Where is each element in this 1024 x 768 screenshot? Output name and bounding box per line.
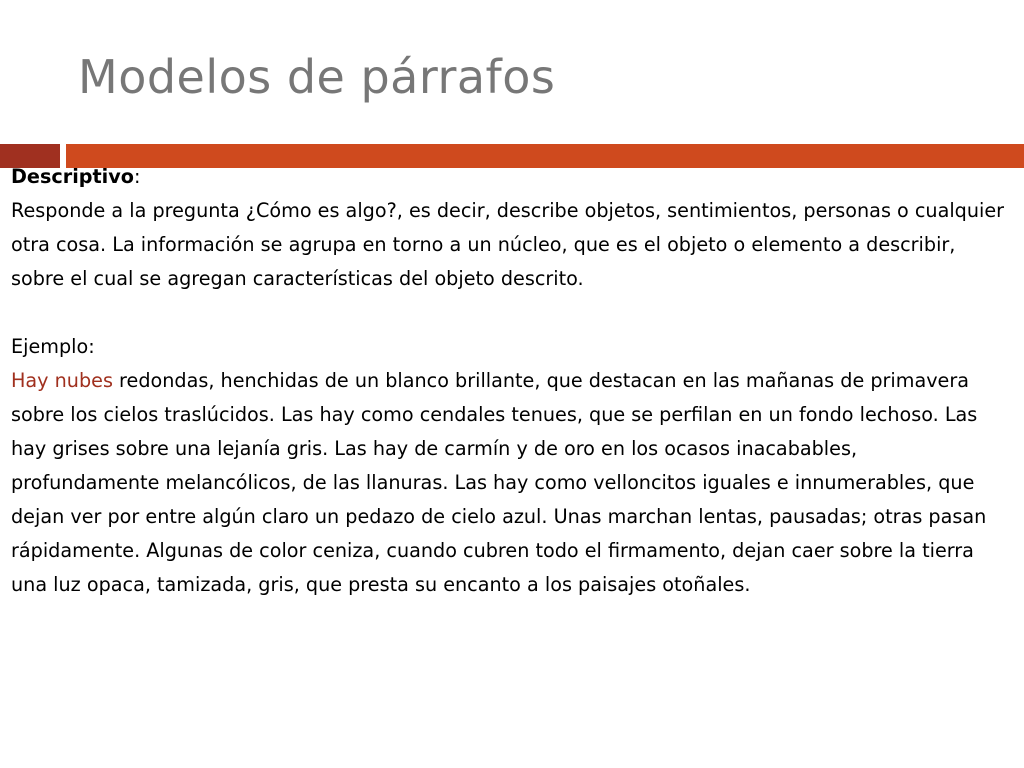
- example-paragraph: [11, 364, 1011, 602]
- section-heading-colon: :: [133, 165, 141, 188]
- slide-title: Modelos de párrafos: [78, 50, 556, 104]
- example-label: Ejemplo:: [11, 335, 95, 358]
- example-highlight: Hay nubes: [11, 369, 113, 392]
- section-heading: [11, 160, 1011, 194]
- slide-body: [11, 160, 1011, 602]
- spacer: [11, 296, 1011, 330]
- example-text: redondas, henchidas de un blanco brillante, que destacan en las mañanas de primavera sobre los cielos traslúcidos. Las hay como cendales tenues, que se perfilan en un fondo lechoso. Las hay grises sobre una lejanía gris. Las hay de carmín y de oro en los ocasos inacabables, profundamente melancólicos, de las llanuras. Las hay como velloncitos iguales e innumerables, que dejan ver por entre algún claro un pedazo de cielo azul. Unas marchan lentas, pausadas; otras pasan rápidamente. Algunas de color ceniza, cuando cubren todo el firmamento, dejan caer sobre la tierra una luz opaca, tamizada, gris, que presta su encanto a los paisajes otoñales.: [11, 369, 987, 596]
- section-heading-text: Descriptivo: [11, 165, 134, 188]
- definition-paragraph: Responde a la pregunta ¿Cómo es algo?, es decir, describe objetos, sentimientos, personas o cualquier otra cosa. La información se agrupa en torno a un núcleo, que es el objeto o elemento a describir, sobre el cual se agregan características del objeto descrito.: [11, 199, 1005, 290]
